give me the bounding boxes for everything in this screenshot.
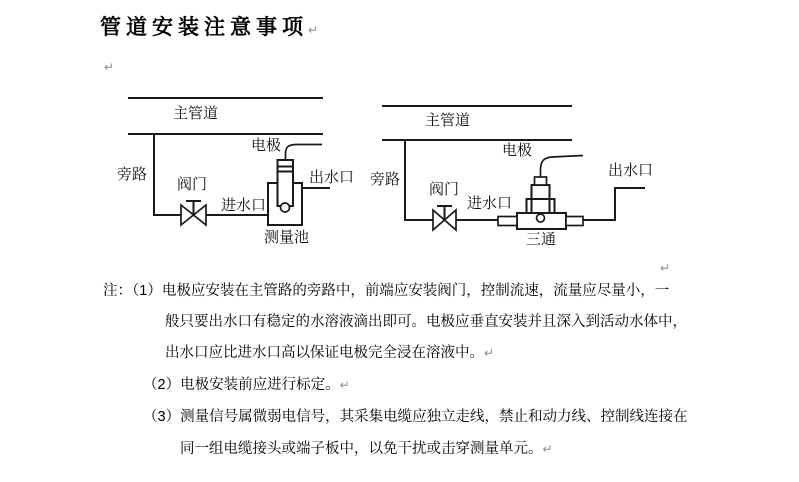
paragraph-mark: ↵	[542, 442, 553, 456]
tee-fitting-symbol	[498, 213, 583, 229]
note-text: （3）测量信号属微弱电信号，其采集电缆应独立走线，禁止和动力线、控制线连接在	[143, 409, 688, 425]
note-line-4	[143, 377, 350, 394]
left-valve-symbol	[181, 201, 206, 225]
right-valve-symbol	[433, 206, 456, 230]
left-electrode-label: 电极	[251, 137, 282, 154]
right-inlet-label: 进水口	[467, 195, 513, 212]
right-electrode-label: 电极	[502, 142, 533, 159]
page-title-text: 管道安装注意事项	[100, 16, 308, 39]
right-main-pipe-label: 主管道	[425, 112, 471, 129]
note-text: （2）电极安装前应进行标定。	[143, 377, 340, 393]
left-main-pipe-label: 主管道	[173, 105, 219, 122]
electrode-cap	[535, 177, 547, 185]
note-line-6	[180, 441, 553, 458]
right-diagram-lines	[382, 106, 645, 221]
electrode-tip	[537, 214, 545, 222]
note-line-5	[143, 409, 688, 426]
note-text: 注：（1）电极应安装在主管路的旁路中，前端应安装阀门，控制流速，流量应尽量小，一	[103, 283, 670, 299]
electrode-tip	[281, 203, 290, 212]
valve-left-triangle	[433, 210, 445, 230]
valve-right-triangle	[445, 210, 457, 230]
electrode-cable	[541, 156, 584, 178]
paragraph-mark: ↵	[339, 378, 350, 392]
paragraph-mark: ↵	[660, 261, 671, 275]
left-inlet-label: 进水口	[221, 197, 267, 214]
electrode-cable	[286, 145, 323, 161]
note-line-2	[165, 314, 687, 331]
left-bypass-label: 旁路	[117, 166, 148, 183]
tee-left-flange	[498, 217, 517, 226]
note-text: 出水口应比进水口高以保证电极完全浸在溶液中。	[165, 345, 484, 361]
valve-right-triangle	[194, 205, 207, 225]
note-text: 般只要出水口有稳定的水溶液滴出即可。电极应垂直安装并且深入到活动水体中，	[165, 314, 687, 330]
right-valve-label: 阀门	[429, 181, 460, 198]
paragraph-mark: ↵	[104, 60, 115, 74]
left-outlet-label: 出水口	[309, 169, 355, 186]
right-outlet-label: 出水口	[608, 162, 654, 179]
valve-left-triangle	[181, 205, 194, 225]
tee-right-flange	[566, 217, 583, 226]
right-tee-label: 三通	[526, 231, 557, 248]
left-valve-label: 阀门	[177, 176, 208, 193]
left-measuring-cell-label: 测量池	[264, 229, 310, 246]
paragraph-mark: ↵	[308, 23, 319, 37]
paragraph-mark: ↵	[484, 346, 495, 360]
note-line-3	[165, 345, 494, 362]
right-bypass-label: 旁路	[370, 171, 401, 188]
note-line-1	[103, 283, 669, 300]
note-text: 同一组电缆接头或端子板中，以免干扰或击穿测量单元。	[180, 441, 543, 457]
right-electrode-symbol	[527, 156, 584, 214]
